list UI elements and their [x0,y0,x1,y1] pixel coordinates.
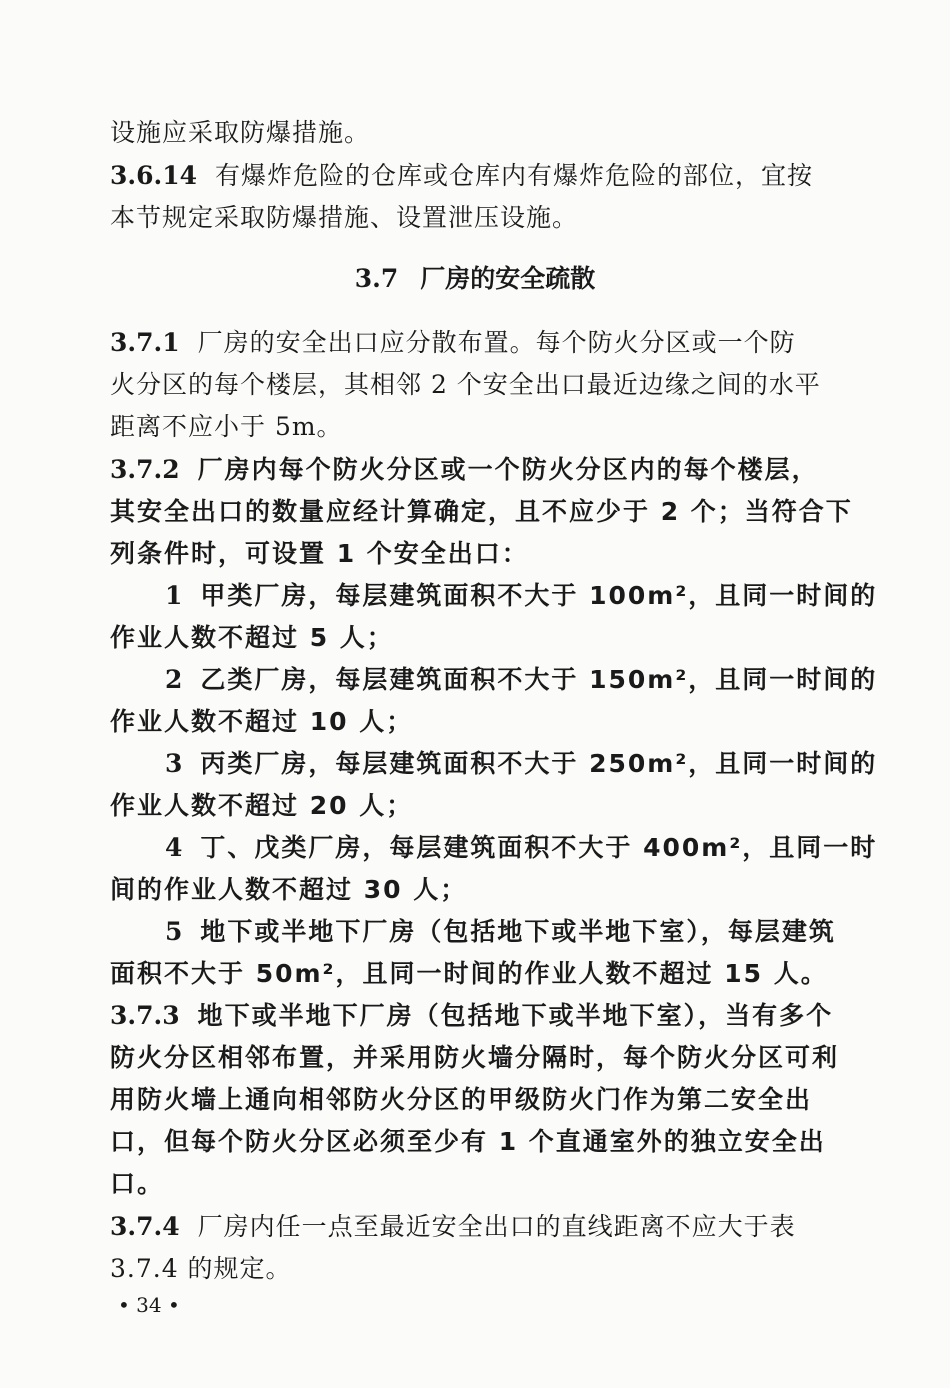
item-number: 4 [165,833,183,862]
line-text: 厂房内任一点至最近安全出口的直线距离不应大于表 [197,1212,796,1241]
list-item-1 [165,575,878,617]
clause-number: 3.7.2 [110,455,180,484]
clause-3-7-3 [110,995,870,1037]
clause-number: 3.6.14 [110,161,197,190]
line-text: 口，但每个防火分区必须至少有 1 个直通室外的独立安全出 [110,1127,826,1156]
text-line [110,1248,870,1290]
text-line [110,197,870,239]
text-line [110,491,870,533]
text-line [110,1163,870,1205]
text-line [110,1037,870,1079]
line-text: 距离不应小于 5m。 [110,412,343,441]
section-heading [0,258,950,300]
line-text: 其安全出口的数量应经计算确定，且不应少于 2 个；当符合下 [110,497,853,526]
line-text: 地下或半地下厂房（包括地下或半地下室），当有多个 [197,1001,834,1030]
section-number: 3.7 [354,264,399,293]
line-text: 丙类厂房，每层建筑面积不大于 250m²，且同一时间的 [200,749,878,778]
line-text: 列条件时，可设置 1 个安全出口： [110,539,529,568]
line-text: 甲类厂房，每层建筑面积不大于 100m²，且同一时间的 [200,581,878,610]
line-text: 丁、戊类厂房，每层建筑面积不大于 400m²，且同一时 [200,833,878,862]
line-text: 作业人数不超过 20 人； [110,791,414,820]
text-line [110,869,870,911]
line-text: 火分区的每个楼层，其相邻 2 个安全出口最近边缘之间的水平 [110,370,821,399]
clause-number: 3.7.3 [110,1001,180,1030]
line-text: 本节规定采取防爆措施、设置泄压设施。 [110,203,579,232]
text-line [110,112,870,154]
line-text: 面积不大于 50m²，且同一时间的作业人数不超过 15 人。 [110,959,828,988]
item-number: 2 [165,665,183,694]
list-item-4 [165,827,878,869]
clause-3-7-2 [110,449,870,491]
line-text: 有爆炸危险的仓库或仓库内有爆炸危险的部位，宜按 [215,161,814,190]
list-item-3 [165,743,878,785]
line-text: 地下或半地下厂房（包括地下或半地下室），每层建筑 [200,917,836,946]
text-line [110,1121,870,1163]
line-text: 作业人数不超过 5 人； [110,623,394,652]
section-title: 厂房的安全疏散 [420,264,596,293]
clause-number: 3.7.4 [110,1212,180,1241]
line-text: 口。 [110,1169,165,1198]
item-number: 3 [165,749,183,778]
clause-3-7-4 [110,1206,870,1248]
text-line [110,785,870,827]
text-line [110,953,870,995]
line-text: 乙类厂房，每层建筑面积不大于 150m²，且同一时间的 [200,665,878,694]
line-text: 防火分区相邻布置，并采用防火墙分隔时，每个防火分区可利 [110,1043,840,1072]
item-number: 5 [165,917,183,946]
list-item-2 [165,659,878,701]
line-text: 设施应采取防爆措施。 [110,118,371,147]
text-line [110,1079,870,1121]
line-text: 厂房内每个防火分区或一个防火分区内的每个楼层， [197,455,819,484]
text-line [110,406,870,448]
clause-3-7-1 [110,322,870,364]
item-number: 1 [165,581,183,610]
list-item-5 [165,911,870,953]
page-number: • 34 • [118,1293,180,1317]
line-text: 用防火墙上通向相邻防火分区的甲级防火门作为第二安全出 [110,1085,813,1114]
text-line [110,617,870,659]
text-line [110,364,870,406]
line-text: 3.7.4 的规定。 [110,1254,292,1283]
line-text: 间的作业人数不超过 30 人； [110,875,468,904]
text-line [110,533,870,575]
text-line [110,701,870,743]
clause-number: 3.7.1 [110,328,180,357]
clause-3-6-14 [110,155,870,197]
line-text: 作业人数不超过 10 人； [110,707,414,736]
line-text: 厂房的安全出口应分散布置。每个防火分区或一个防 [197,328,796,357]
